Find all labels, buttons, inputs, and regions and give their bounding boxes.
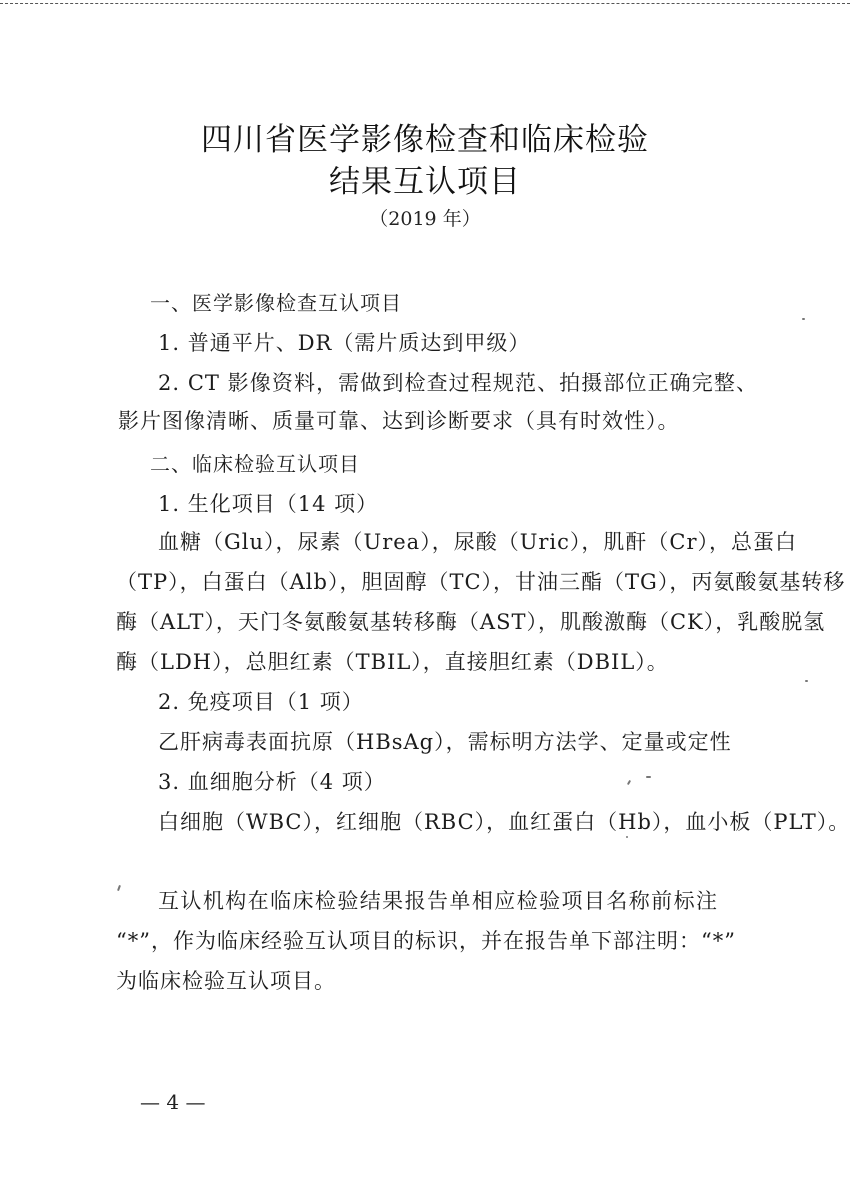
- immune-line1: 乙肝病毒表面抗原（HBsAg），需标明方法学、定量或定性: [158, 730, 732, 754]
- section1-heading: 一、医学影像检查互认项目: [150, 291, 402, 315]
- biochem-title: 1. 生化项目（14 项）: [158, 492, 379, 516]
- scan-speck: [646, 776, 651, 778]
- note-line1: 互认机构在临床检验结果报告单相应检验项目名称前标注: [158, 889, 718, 913]
- section1-item2-line2: 影片图像清晰、质量可靠、达到诊断要求（具有时效性）。: [118, 409, 680, 433]
- top-border-line: [0, 3, 850, 4]
- immune-title: 2. 免疫项目（1 项）: [158, 690, 364, 714]
- blood-title: 3. 血细胞分析（4 项）: [158, 770, 386, 794]
- scan-speck: [627, 780, 631, 785]
- biochem-line2: （TP），白蛋白（Alb），胆固醇（TC），甘油三酯（TG），丙氨酸氨基转移: [116, 570, 846, 594]
- note-line2: “*”，作为临床经验互认项目的标识，并在报告单下部注明：“*”: [116, 929, 736, 953]
- scan-speck: [117, 885, 121, 891]
- scan-speck: [802, 318, 805, 320]
- biochem-line4: 酶（LDH），总胆红素（TBIL），直接胆红素（DBIL）。: [116, 650, 669, 674]
- biochem-line3: 酶（ALT），天门冬氨酸氨基转移酶（AST），肌酸激酶（CK），乳酸脱氢: [116, 610, 826, 634]
- section1-item1: 1. 普通平片、DR（需片质达到甲级）: [158, 331, 531, 355]
- scan-speck: [805, 680, 808, 682]
- section2-heading: 二、临床检验互认项目: [150, 452, 360, 476]
- document-year: （2019 年）: [369, 208, 481, 230]
- section1-item2-line1: 2. CT 影像资料，需做到检查过程规范、拍摄部位正确完整、: [158, 371, 758, 395]
- document-title-line2: 结果互认项目: [329, 164, 521, 200]
- page-number: — 4 —: [140, 1090, 206, 1114]
- note-line3: 为临床检验互认项目。: [116, 969, 336, 993]
- scan-speck: [626, 836, 628, 838]
- biochem-line1: 血糖（Glu），尿素（Urea），尿酸（Uric），肌酐（Cr），总蛋白: [158, 530, 798, 554]
- document-title-line1: 四川省医学影像检查和临床检验: [201, 122, 649, 158]
- blood-line1: 白细胞（WBC），红细胞（RBC），血红蛋白（Hb），血小板（PLT）。: [158, 810, 850, 834]
